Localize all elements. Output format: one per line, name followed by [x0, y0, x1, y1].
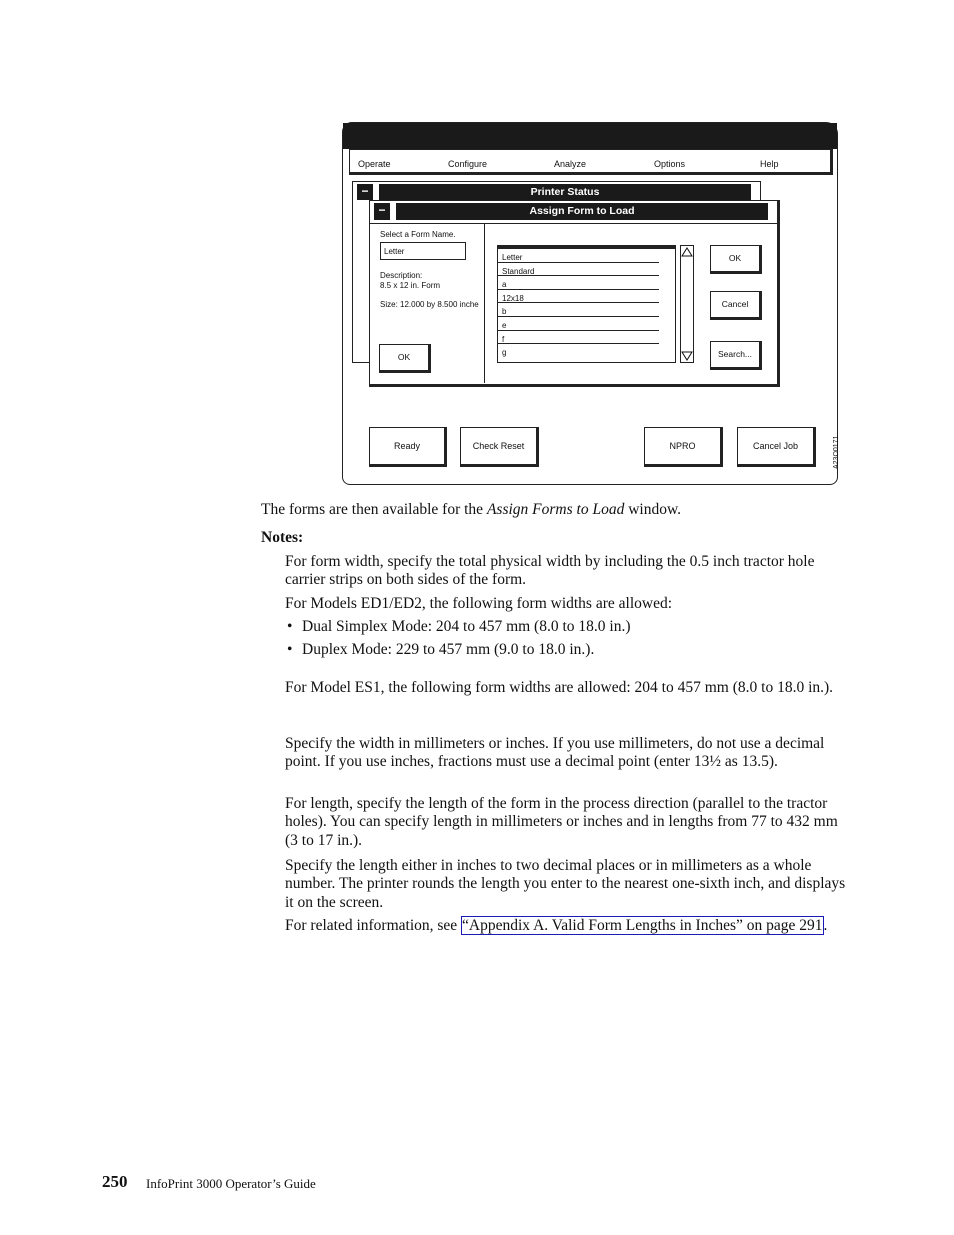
cancel-job-button[interactable]: Cancel Job	[737, 427, 816, 467]
menu-help[interactable]: Help	[760, 159, 779, 169]
ready-button[interactable]: Ready	[369, 427, 447, 467]
note-text: Specify the width in millimeters or inches. If you use millimeters, do not use a decimal point. If you use inches, fractions must use a decimal point (enter 13	[285, 735, 825, 771]
list-item[interactable]: f	[498, 331, 659, 345]
list-item[interactable]: Standard	[498, 263, 659, 277]
cancel-button[interactable]: Cancel	[710, 291, 762, 320]
page-number: 250	[102, 1172, 128, 1191]
bullet-item: Dual Simplex Mode: 204 to 457 mm (8.0 to 18.0 in.)	[302, 618, 631, 635]
intro-text: The forms are then available for the	[261, 501, 487, 518]
form-name-field[interactable]: Letter	[380, 242, 466, 260]
npro-button[interactable]: NPRO	[644, 427, 723, 467]
screen-figure	[342, 122, 838, 485]
description-label: Description:	[380, 271, 423, 280]
note-paragraph	[285, 917, 853, 935]
description-value: 8.5 x 12 in. Form	[380, 281, 441, 290]
footer-title: InfoPrint 3000 Operator’s Guide	[146, 1176, 316, 1191]
figure-code: A23O0171	[833, 435, 840, 469]
menu-bar	[349, 149, 833, 175]
appendix-link[interactable]: “Appendix A. Valid Form Lengths in Inches” on page 291	[462, 917, 823, 934]
note-text: as 13.5).	[721, 753, 778, 771]
list-item[interactable]: b	[498, 303, 659, 317]
list-item[interactable]: a	[498, 276, 659, 290]
note-paragraph: For Model ES1, the following form widths are allowed: 204 to 457 mm (8.0 to 18.0 in.).	[285, 679, 834, 696]
intro-paragraph	[261, 501, 853, 519]
bullet-item: Duplex Mode: 229 to 457 mm (9.0 to 18.0 in.).	[302, 641, 595, 658]
menu-options[interactable]: Options	[654, 159, 686, 169]
check-reset-button[interactable]: Check Reset	[460, 427, 539, 467]
note-paragraph: Specify the length either in inches to two decimal places or in millimeters as a whole number. The printer rounds the length you enter to the nearest one-sixth inch, and displays it on the screen.	[285, 857, 846, 911]
list-item[interactable]: Letter	[498, 249, 659, 263]
intro-text-end: window.	[624, 501, 682, 518]
assign-minus-icon[interactable]: −	[374, 203, 390, 220]
intro-window-name: Assign Forms to Load	[486, 501, 625, 518]
menu-configure[interactable]: Configure	[448, 159, 488, 169]
select-form-label: Select a Form Name.	[380, 230, 456, 239]
fraction: ½	[709, 753, 722, 771]
scroll-down-icon[interactable]	[681, 350, 693, 362]
printer-status-minus-icon[interactable]: −	[357, 184, 373, 200]
menu-operate[interactable]: Operate	[358, 159, 391, 169]
note-text: For related information, see	[285, 917, 462, 934]
ok-left-button[interactable]: OK	[379, 344, 431, 373]
notes-heading: Notes:	[261, 529, 304, 546]
list-item[interactable]: 12x18	[498, 290, 659, 304]
note-paragraph: For form width, specify the total physical width by including the 0.5 inch tractor hole carrier strips on both sides of the form.	[285, 553, 815, 589]
list-scrollbar[interactable]	[680, 245, 694, 363]
ok-button[interactable]: OK	[710, 245, 762, 274]
note-paragraph: For Models ED1/ED2, the following form widths are allowed:	[285, 595, 673, 612]
note-text: .	[823, 917, 828, 934]
divider	[370, 223, 777, 224]
bullet-icon: •	[287, 641, 293, 658]
size-text: Size: 12.000 by 8.500 inche	[380, 300, 479, 309]
search-button[interactable]: Search...	[710, 341, 762, 370]
divider	[484, 223, 485, 383]
scroll-up-icon[interactable]	[681, 246, 693, 258]
list-item[interactable]: g	[502, 348, 507, 358]
note-paragraph	[285, 735, 853, 772]
assign-form-title: Assign Form to Load	[396, 203, 768, 220]
form-list[interactable]	[497, 245, 676, 363]
list-item[interactable]: e	[498, 317, 659, 331]
bullet-icon: •	[287, 618, 293, 635]
note-paragraph: For length, specify the length of the form in the process direction (parallel to the tractor holes). You can specify length in millimeters or inches and in lengths from 77 to 432 mm (3 to 17 in.).	[285, 795, 838, 849]
menu-analyze[interactable]: Analyze	[554, 159, 587, 169]
printer-status-title: Printer Status	[379, 184, 751, 200]
assign-form-window	[369, 200, 780, 387]
window-title-bar	[343, 123, 837, 149]
